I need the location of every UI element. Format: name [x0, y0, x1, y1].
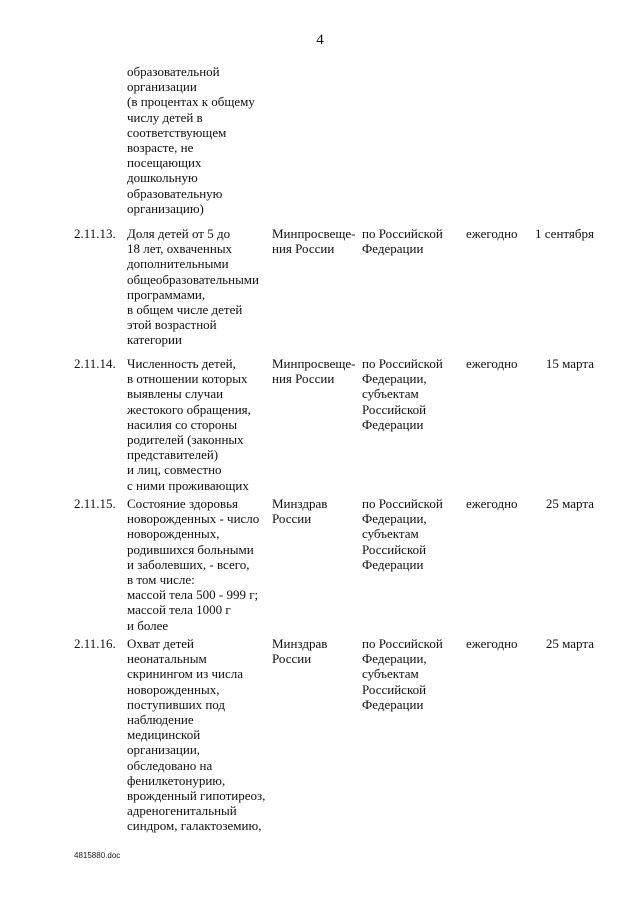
row-indicator: Численность детей, в отношении которых выявлены случаи жестокого обращения, насилия со стороны родителей (законных представителей) и лиц, совместно с ними проживающих: [127, 356, 251, 493]
row-authority: Минздрав России: [272, 496, 328, 527]
row-indicator: Доля детей от 5 до 18 лет, охваченных дополнительными общеобразовательными программами, в общем числе детей этой возрастной категории: [127, 226, 259, 348]
row-authority: Минпросвеще- ния России: [272, 356, 356, 387]
row-date: 15 марта: [545, 356, 594, 371]
table-row-2-11-16: [0, 636, 640, 836]
page-number: 4: [316, 32, 324, 48]
table-row-2-11-15: [0, 496, 640, 636]
row-level: по Российской Федерации, субъектам Российской Федерации: [362, 636, 443, 712]
row-authority: Минпросвеще- ния России: [272, 226, 356, 257]
row-level: по Российской Федерации, субъектам Российской Федерации: [362, 356, 443, 432]
row-period: ежегодно: [466, 356, 518, 371]
row-indicator: Охват детей неонатальным скринингом из числа новорожденных, поступивших под наблюдение медицинской организации, обследовано на фенилкетонурию, врожденный гипотиреоз, адреногенитальный синдром, галактоземию,: [127, 636, 266, 834]
indicator-table: [0, 64, 640, 836]
table-row-2-11-13: [0, 226, 640, 356]
document-filename: 4815880.doc: [74, 851, 121, 860]
table-row-2-11-14: [0, 356, 640, 496]
row-number: 2.11.14.: [74, 356, 116, 371]
row-number: 2.11.15.: [74, 496, 116, 511]
row-number: 2.11.13.: [74, 226, 116, 241]
row-level: по Российской Федерации: [362, 226, 443, 257]
row-level: по Российской Федерации, субъектам Российской Федерации: [362, 496, 443, 572]
row-indicator: образовательной организации (в процентах к общему числу детей в соответствующем возрасте, не посещающих дошкольную образовательную организацию): [127, 64, 255, 216]
row-period: ежегодно: [466, 226, 518, 241]
row-indicator: Состояние здоровья новорожденных - число новорожденных, родившихся больными и заболевших, - всего, в том числе: массой тела 500 - 999 г; массой тела 1000 г и более: [127, 496, 260, 633]
row-date: 1 сентября: [535, 226, 594, 241]
row-authority: Минздрав России: [272, 636, 328, 667]
row-period: ежегодно: [466, 496, 518, 511]
row-number: 2.11.16.: [74, 636, 116, 651]
row-date: 25 марта: [545, 496, 594, 511]
table-row-continuation: [0, 64, 640, 226]
row-date: 25 марта: [545, 636, 594, 651]
row-period: ежегодно: [466, 636, 518, 651]
